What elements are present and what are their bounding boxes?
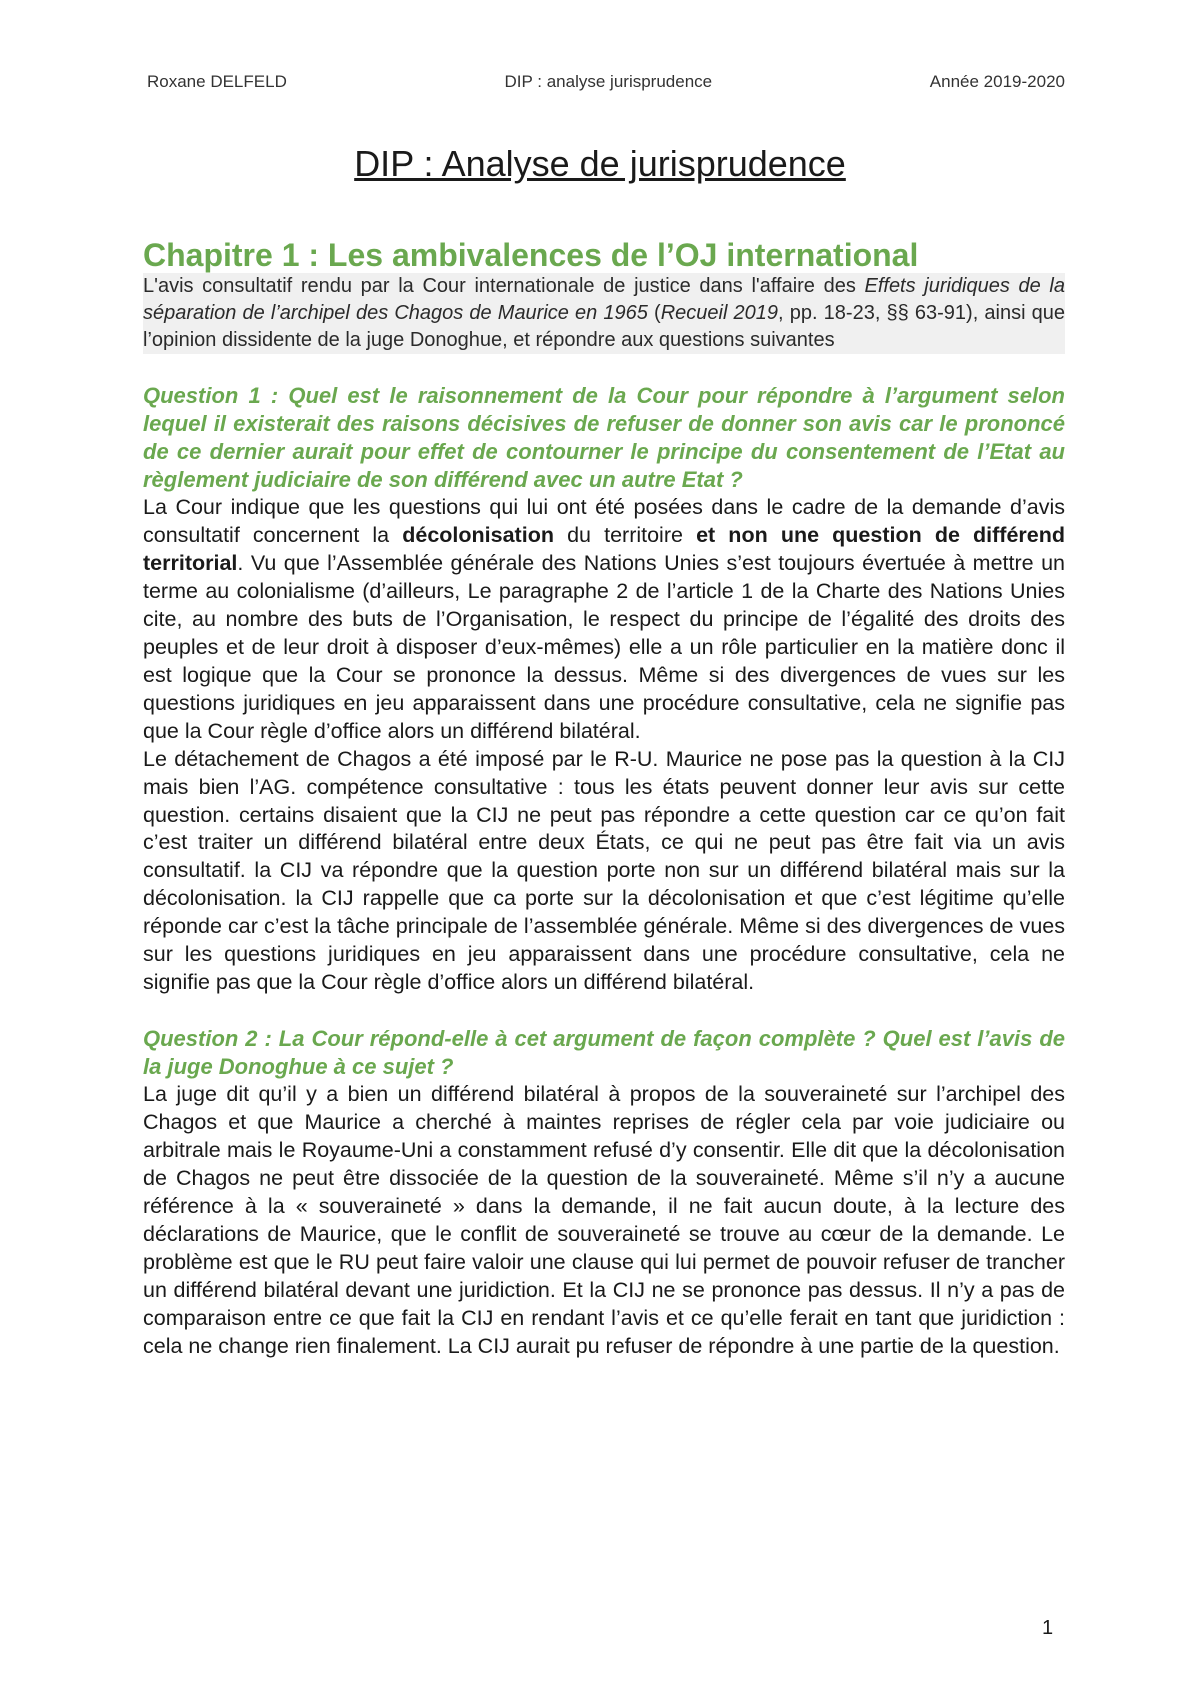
intro-recueil: Recueil 2019 — [660, 301, 779, 324]
intro-text-2: ( — [647, 301, 661, 324]
answer-1-text-a: La Cour indique que les questions qui lui ont été posées dans le cadre de la demande d’avis consultatif concernent la — [143, 495, 1065, 548]
header-author: Roxane DELFELD — [147, 72, 287, 91]
header-course: DIP : analyse jurisprudence — [504, 72, 713, 91]
chapter-heading: Chapitre 1 : Les ambivalences de l’OJ international — [143, 237, 919, 273]
answer-1-paragraph-1 — [143, 494, 1065, 745]
answer-1-bold-decolonisation: décolonisation — [402, 523, 554, 548]
chapter-intro — [143, 273, 1065, 353]
intro-text-3: , pp. 18-23, §§ 63-91), ainsi que l’opinion dissidente de la juge Donoghue, et répondre aux questions suivantes — [143, 301, 1066, 351]
intro-case-title: Effets juridiques de la séparation de l’archipel des Chagos de Maurice en 1965 — [143, 275, 1065, 324]
answer-1-text-c: du territoire — [553, 523, 697, 548]
page-number: 1 — [1042, 1617, 1054, 1639]
header-year: Année 2019-2020 — [929, 72, 1065, 91]
answer-1-text-e: . Vu que l’Assemblée générale des Nations Unies s’est toujours évertuée à mettre un terme au colonialisme (d’ailleurs, Le paragraphe 2 de l’article 1 de la Charte des Nations Unies cite, au nombre des buts de l’Organisation, le respect du principe de l’égalité des droits des peuples et de leur droit à disposer d’eux-mêmes) elle a un rôle particulier en la matière donc il est logique que la Cour se prononce la dessus. Même si des divergences de vues sur les questions juridiques en jeu apparaissent dans une procédure consultative, cela ne signifie pas que la Cour règle d’office alors un différend bilatéral. — [143, 551, 1065, 743]
question-2: Question 2 : La Cour répond-elle à cet argument de façon complète ? Quel est l’avis de la juge Donoghue à ce sujet ? — [143, 1026, 1065, 1080]
document-title: DIP : Analyse de jurisprudence — [354, 143, 846, 184]
document-body — [143, 238, 1065, 1361]
answer-2-paragraph: La juge dit qu’il y a bien un différend bilatéral à propos de la souveraineté sur l’archipel des Chagos et que Maurice a cherché à maintes reprises de régler cela par voie judiciaire ou arbitrale mais le Royaume-Uni a constamment refusé d’y consentir. Elle dit que la décolonisation de Chagos ne peut être dissociée de la question de la souveraineté. Même s’il n’y a aucune référence à la « souveraineté » dans la demande, il ne fait aucun doute, à la lecture des déclarations de Maurice, que le conflit de souveraineté se trouve au cœur de la demande. Le problème est que le RU peut faire valoir une clause qui lui permet de pouvoir refuser de trancher un différend bilatéral devant une juridiction. Et la CIJ ne se prononce pas dessus. Il n’y a pas de comparaison entre ce que fait la CIJ en rendant l’avis et ce qu’elle ferait en tant que juridiction : cela ne change rien finalement. La CIJ aurait pu refuser de répondre à une partie de la question. — [143, 1082, 1065, 1358]
question-1: Question 1 : Quel est le raisonnement de la Cour pour répondre à l’argument selon lequel il existerait des raisons décisives de refuser de donner son avis car le prononcé de ce dernier aurait pour effet de contourner le principe du consentement de l’Etat au règlement judiciaire de son différend avec un autre Etat ? — [143, 382, 1065, 493]
answer-1-paragraph-2: Le détachement de Chagos a été imposé par le R-U. Maurice ne pose pas la question à la CIJ mais bien l’AG. compétence consultative : tous les états peuvent donner leur avis sur cette question. certains disaient que la CIJ ne peut pas répondre a cette question car ce qu’on fait c’est traiter un différend bilatéral entre deux États, ce qui ne peut pas être fait via un avis consultatif. la CIJ va répondre que la question porte non sur un différend bilatéral mais sur la décolonisation. la CIJ rappelle que ca porte sur la décolonisation et que c’est légitime qu’elle réponde car c’est la tâche principale de l’assemblée générale. Même si des divergences de vues sur les questions juridiques en jeu apparaissent dans une procédure consultative, cela ne signifie pas que la Cour règle d’office alors un différend bilatéral. — [143, 746, 1065, 995]
answer-1-bold-differend: et non une question de différend territorial — [143, 523, 1066, 576]
page-header — [147, 72, 1065, 92]
intro-text-1: L'avis consultatif rendu par la Cour internationale de justice dans l'affaire des — [143, 275, 865, 298]
